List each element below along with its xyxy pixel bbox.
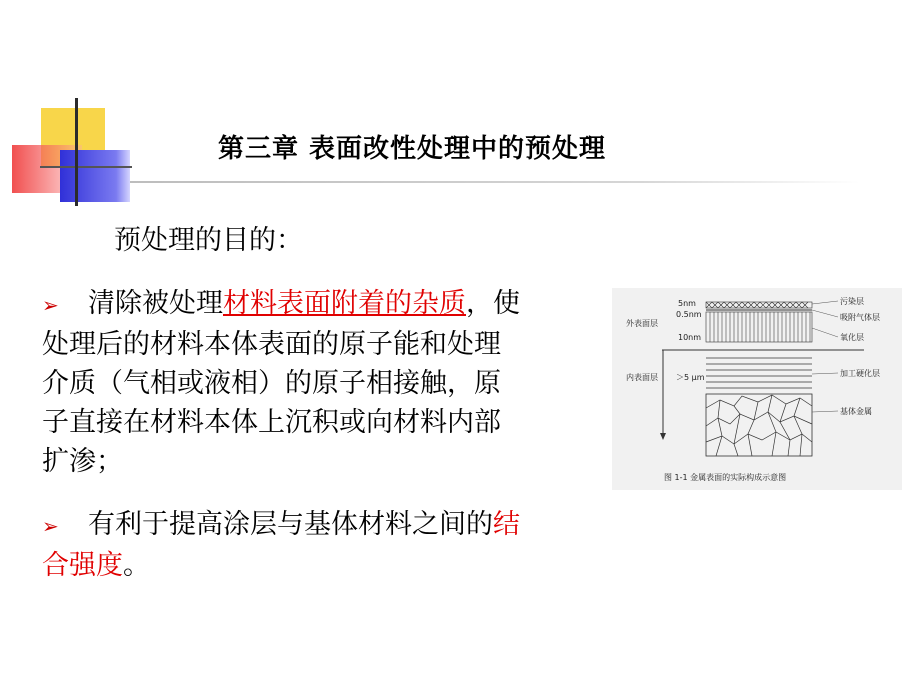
- depth-label: 0.5nm: [676, 310, 702, 319]
- slide-subtitle: 预处理的目的：: [114, 225, 303, 256]
- bullet-text: 介质（气相或液相）的原子相接触，原: [42, 368, 501, 399]
- base-metal-region: [706, 394, 812, 456]
- bullet-text: 扩渗；: [42, 446, 123, 477]
- bullet-text: ，使: [466, 288, 520, 319]
- bullet-text: 处理后的材料本体表面的原子能和处理: [42, 329, 501, 360]
- bullet-text: 。: [123, 550, 150, 581]
- depth-arrow-icon: [660, 433, 666, 440]
- depth-label: ＞5 μm: [676, 373, 705, 382]
- layer-label: 吸附气体层: [840, 313, 880, 322]
- outer-layer-label: 外表面层: [626, 319, 658, 328]
- bullet-item-2: [42, 505, 592, 585]
- highlight-text: 合强度: [42, 550, 123, 581]
- bullet-text: 有利于提高涂层与基体材料之间的: [88, 509, 493, 540]
- bullet-text: 子直接在材料本体上沉积或向材料内部: [42, 407, 501, 438]
- bullet-text: 清除被处理: [88, 288, 223, 319]
- logo-vertical-line: [75, 98, 78, 206]
- logo-blue-block: [60, 150, 130, 202]
- depth-label: 10nm: [678, 333, 702, 342]
- slide-title: 第三章 表面改性处理中的预处理: [218, 134, 607, 164]
- highlight-text: 材料表面附着的杂质: [223, 288, 466, 319]
- crosshatch-pattern: [706, 302, 808, 308]
- bullet-arrow-icon: ➢: [42, 293, 59, 317]
- layer-label: 氧化层: [840, 333, 864, 342]
- grain-pattern: [706, 395, 812, 456]
- leader-lines: [812, 301, 838, 412]
- highlight-text: 结: [493, 509, 520, 540]
- bullet-arrow-icon: ➢: [42, 514, 59, 538]
- figure-caption: 图 1-1 金属表面的实际构成示意图: [664, 473, 787, 482]
- oxide-hatch-pattern: [710, 312, 810, 342]
- hardened-layer-lines: [706, 358, 812, 388]
- logo-horizontal-line: [40, 166, 132, 168]
- bullet-item-1: [42, 284, 592, 481]
- layer-label: 污染层: [840, 297, 864, 306]
- layer-label: 加工硬化层: [840, 369, 880, 378]
- depth-label: 5nm: [678, 299, 696, 308]
- inner-layer-label: 内表面层: [626, 373, 658, 382]
- metal-surface-figure: [612, 288, 902, 490]
- title-divider: [130, 181, 860, 183]
- layer-label: 基体金属: [840, 407, 872, 416]
